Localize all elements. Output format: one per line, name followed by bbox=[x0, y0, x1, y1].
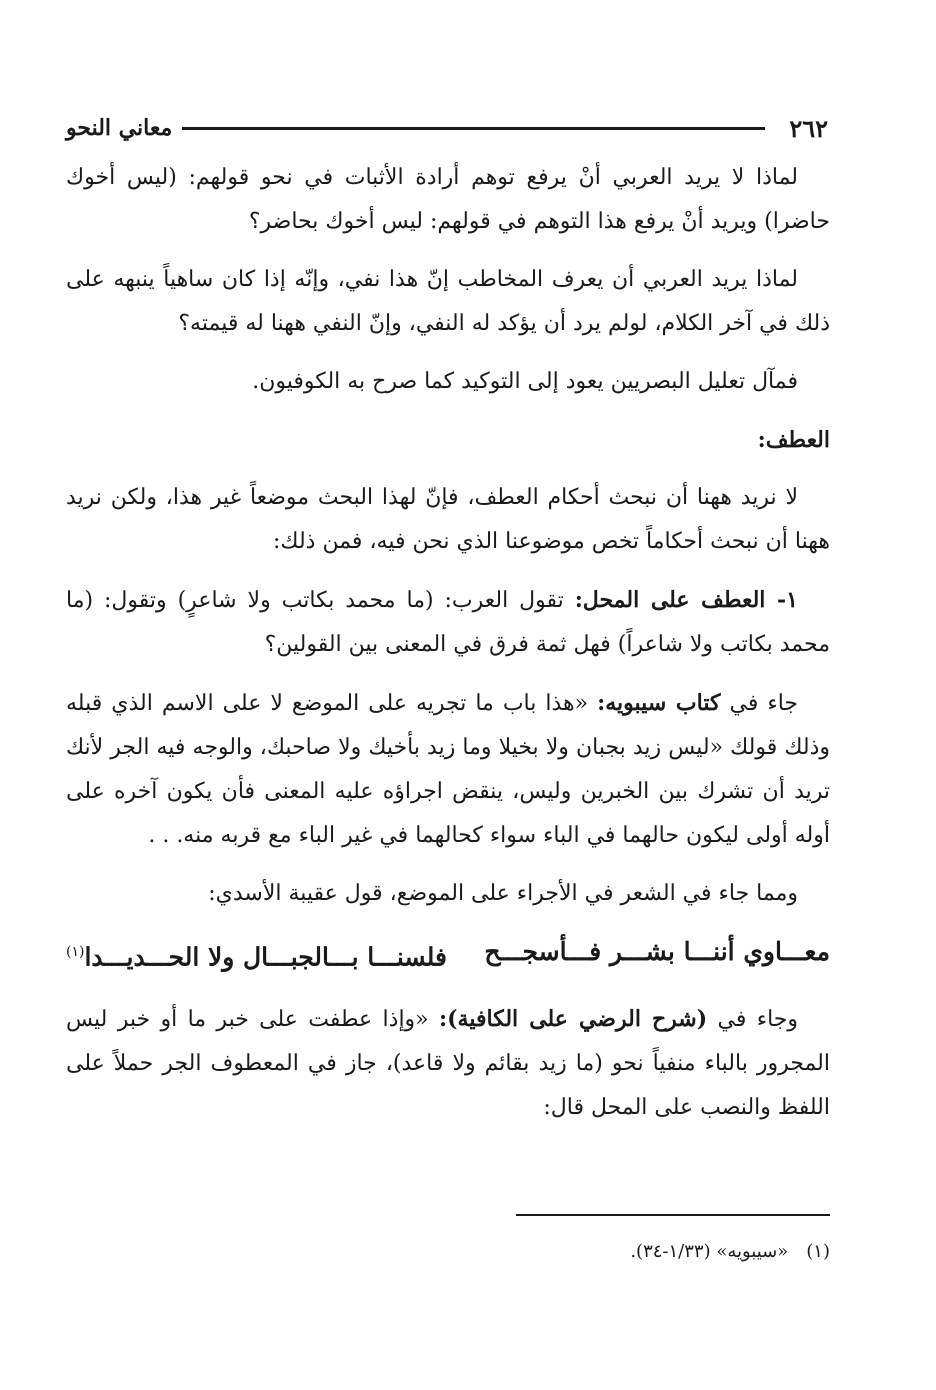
paragraph-3: فمآل تعليل البصريين يعود إلى التوكيد كما صرح به الكوفيون. bbox=[252, 369, 798, 394]
paragraph-5-bold: ١- العطف على المحل: bbox=[574, 587, 798, 613]
page-header bbox=[66, 106, 828, 150]
verse-second-hemistich bbox=[66, 930, 447, 979]
paragraph-1: لماذا لا يريد العربي أنْ يرفع توهم أرادة الأثبات في نحو قولهم: (ليس أخوك حاضرا) ويريد أنْ يرفع هذا التوهم في قولهم: ليس أخوك بحاضر؟ bbox=[66, 165, 830, 234]
footnote-text: «سيبويه» (١/٣٣-٣٤). bbox=[630, 1241, 789, 1262]
verse-footnote-mark: (١) bbox=[66, 944, 85, 960]
poetry-verse bbox=[66, 930, 830, 979]
verse-first-hemistich: معـــاوي أننـــا بشـــر فـــأسجـــح bbox=[484, 937, 830, 966]
running-title: معاني النحو bbox=[66, 115, 173, 141]
paragraph-7: ومما جاء في الشعر في الأجراء على الموضع، قول عقيبة الأسدي: bbox=[208, 881, 798, 906]
paragraph-5 bbox=[66, 578, 830, 667]
body-text bbox=[66, 156, 830, 1144]
paragraph-8 bbox=[66, 997, 830, 1130]
paragraph-6-bold: كتاب سيبويه: bbox=[597, 690, 721, 716]
footnote-mark: (١) bbox=[806, 1241, 830, 1262]
paragraph-8-rest: «وإذا عطفت على خبر ما أو خبر ليس المجرور بالباء منفياً نحو (ما زيد بقائم ولا قاعد)، جاز في المعطوف الجر حملاً على اللفظ والنصب على المحل قال: bbox=[66, 1007, 830, 1121]
paragraph-2: لماذا يريد العربي أن يعرف المخاطب إنّ هذا نفي، وإنّه إذا كان ساهياً ينبهه على ذلك في آخر الكلام، لولم يرد أن يؤكد له النفي، وإنّ النفي ههنا له قيمته؟ bbox=[66, 267, 830, 336]
footnote bbox=[66, 1234, 830, 1270]
paragraph-6 bbox=[66, 681, 830, 858]
verse-second-text: فلسنـــا بـــالجبـــال ولا الحـــديـــدا bbox=[84, 942, 447, 972]
paragraph-8-bold: (شرح الرضي على الكافية): bbox=[439, 1006, 708, 1033]
section-heading: العطف: bbox=[757, 427, 830, 453]
header-rule bbox=[182, 127, 765, 130]
footnote-rule bbox=[516, 1214, 830, 1216]
paragraph-8-start: وجاء في bbox=[707, 1007, 799, 1033]
paragraph-5-rest: تقول العرب: (ما محمد بكاتب ولا شاعرٍ) وتقول: (ما محمد بكاتب ولا شاعراً) فهل ثمة فرق في المعنى بين القولين؟ bbox=[66, 588, 830, 657]
paragraph-4: لا نريد ههنا أن نبحث أحكام العطف، فإنّ لهذا البحث موضعاً غير هذا، ولكن نريد ههنا أن نبحث أحكاماً تخص موضوعنا الذي نحن فيه، فمن ذلك: bbox=[66, 485, 830, 554]
paragraph-6-rest: «هذا باب ما تجريه على الموضع لا على الاسم الذي قبله وذلك قولك «ليس زيد بجبان ولا بخيلا وما زيد بأخيك ولا صاحبك، والوجه فيه الجر لأنك تريد أن تشرك بين الخبرين وليس، ينقض اجراؤه عليه المعنى فأن يكون آخره على أوله أولى ليكون حالهما في الباء سواء كحالهما في غير الباء مع قربه منه. . . bbox=[66, 691, 830, 848]
paragraph-6-start: جاء في bbox=[720, 691, 798, 716]
page-number: ٢٦٢ bbox=[789, 113, 828, 143]
